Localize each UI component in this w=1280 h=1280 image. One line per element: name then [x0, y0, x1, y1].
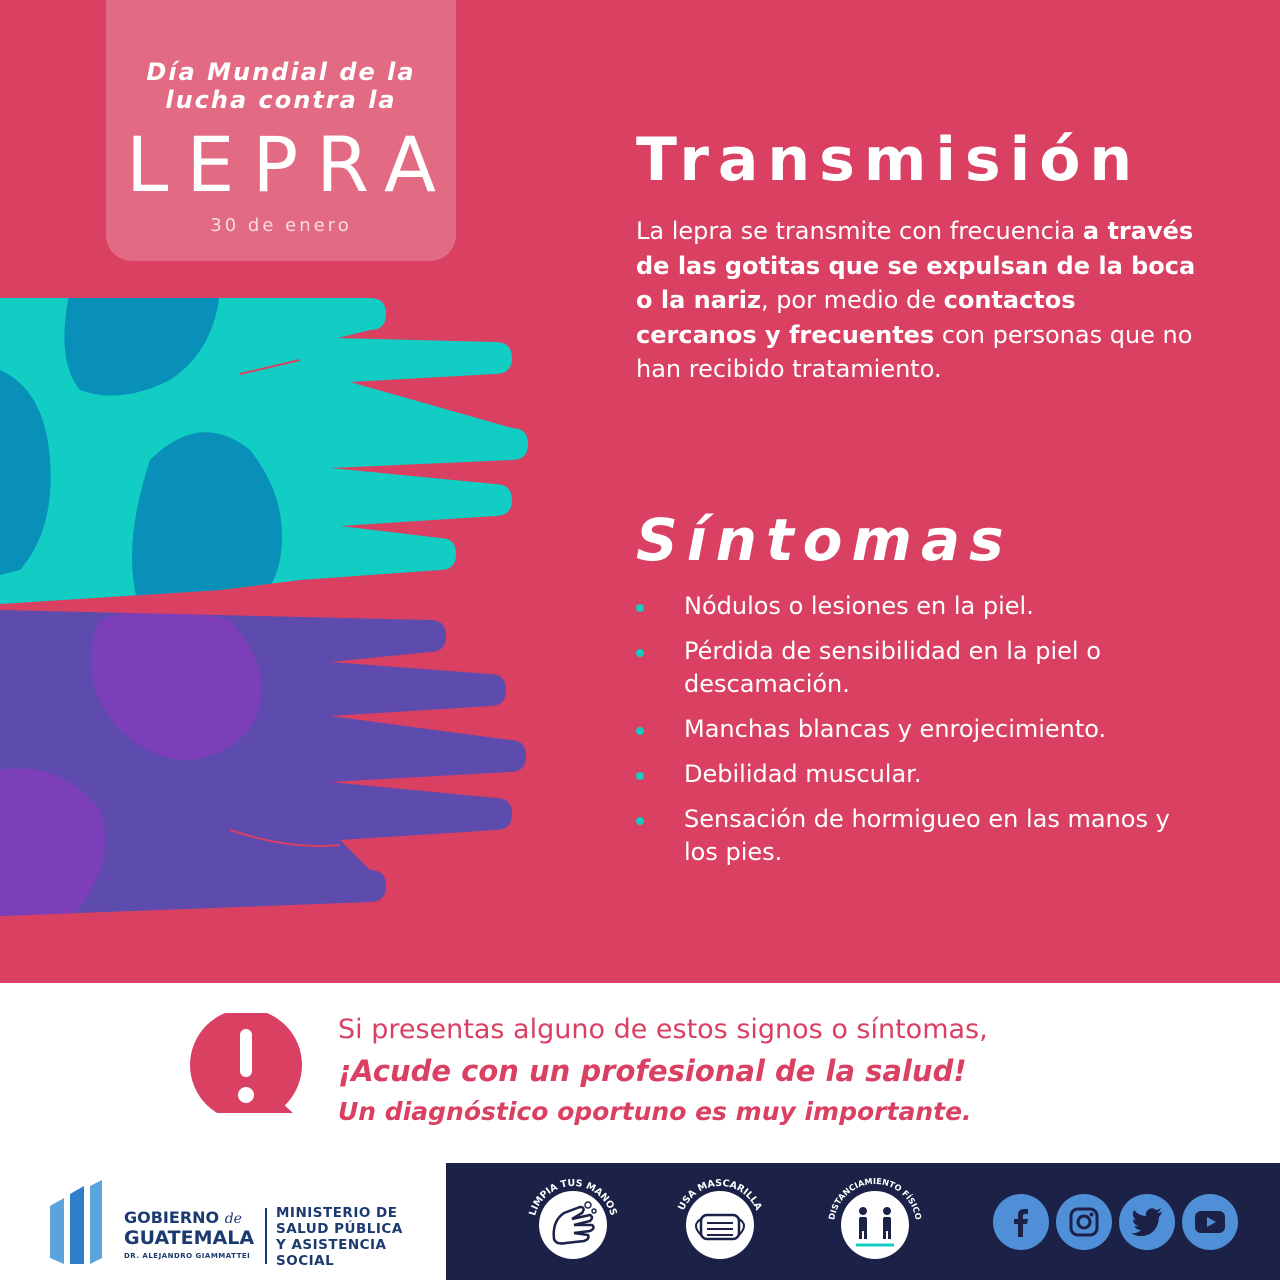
footer-dark-band — [446, 1163, 1280, 1280]
badge-date: 30 de enero — [210, 215, 352, 236]
trans-text-bold2: contactos cercanos y frecuentes — [636, 286, 1076, 349]
sintomas-title: Síntomas — [636, 506, 1013, 574]
flag-bars-icon — [50, 1180, 102, 1264]
symptom-text: Manchas blancas y enrojecimiento. — [684, 715, 1107, 743]
symptom-text: Sensación de hormigueo en las manos y los pies. — [684, 805, 1170, 866]
teal-hand — [0, 290, 540, 610]
list-item — [636, 713, 1196, 746]
trans-text-part3: con personas que no han recibido tratamiento. — [636, 320, 1193, 383]
badge-label: USA MASCARILLA — [676, 1177, 764, 1213]
symptom-text: Nódulos o lesiones en la piel. — [684, 592, 1034, 620]
gov-line3: DR. ALEJANDRO GIAMMATTEI — [124, 1252, 251, 1260]
badge-line2: lucha contra la — [165, 86, 397, 114]
bullet-icon — [636, 772, 644, 780]
list-item — [636, 758, 1196, 791]
hands-illustration — [0, 290, 540, 930]
ministry-line: SOCIAL — [276, 1253, 335, 1269]
transmision-text — [636, 214, 1196, 387]
symptom-text: Pérdida de sensibilidad en la piel o descamación. — [684, 637, 1101, 698]
badge-subtitle — [106, 58, 456, 114]
hand-wash-icon — [524, 1173, 622, 1271]
twitter-icon[interactable] — [1119, 1194, 1175, 1250]
gov-de: de — [224, 1211, 242, 1227]
bullet-icon — [636, 727, 644, 735]
list-item — [636, 635, 1196, 701]
mask-icon — [671, 1173, 769, 1271]
bullet-icon — [636, 649, 644, 657]
purple-hand — [0, 600, 540, 930]
footer — [0, 1163, 1280, 1280]
exclamation-bubble-icon — [190, 1013, 310, 1113]
logo-divider — [265, 1208, 267, 1264]
notice-panel — [0, 983, 1280, 1163]
ministry-line: Y ASISTENCIA — [276, 1237, 387, 1253]
trans-text-bold1: a través de las gotitas que se expulsan de la boca o la nariz — [636, 217, 1196, 314]
notice-line2: ¡Acude con un profesional de la salud! — [338, 1054, 967, 1088]
instagram-icon[interactable] — [1056, 1194, 1112, 1250]
list-item — [636, 590, 1196, 623]
badge-line1: Día Mundial de la — [146, 58, 416, 86]
gov-line2: GUATEMALA — [124, 1227, 255, 1249]
youtube-icon[interactable] — [1182, 1194, 1238, 1250]
trans-text-part1: La lepra se transmite con frecuencia — [636, 217, 1083, 245]
gov-word: GOBIERNO — [124, 1208, 220, 1227]
distance-icon — [826, 1173, 924, 1271]
trans-text-part2: , por medio de — [760, 286, 944, 314]
transmision-title: Transmisión — [636, 125, 1142, 195]
symptom-text: Debilidad muscular. — [684, 760, 922, 788]
ministry-line: MINISTERIO DE — [276, 1205, 398, 1221]
government-logo — [50, 1180, 450, 1269]
bullet-icon — [636, 817, 644, 825]
facebook-icon[interactable] — [993, 1194, 1049, 1250]
symptoms-list — [636, 590, 1196, 881]
badge-label: LIMPIA TUS MANOS — [527, 1177, 619, 1217]
notice-line3: Un diagnóstico oportuno es muy importante. — [338, 1097, 972, 1126]
date-badge — [106, 0, 456, 261]
notice-line1: Si presentas alguno de estos signos o síntomas, — [338, 1014, 988, 1045]
bullet-icon — [636, 604, 644, 612]
ministry-line: SALUD PÚBLICA — [276, 1221, 403, 1237]
list-item — [636, 803, 1196, 869]
badge-label: DISTANCIAMIENTO FÍSICO — [826, 1175, 924, 1221]
badge-title: LEPRA — [126, 120, 454, 209]
